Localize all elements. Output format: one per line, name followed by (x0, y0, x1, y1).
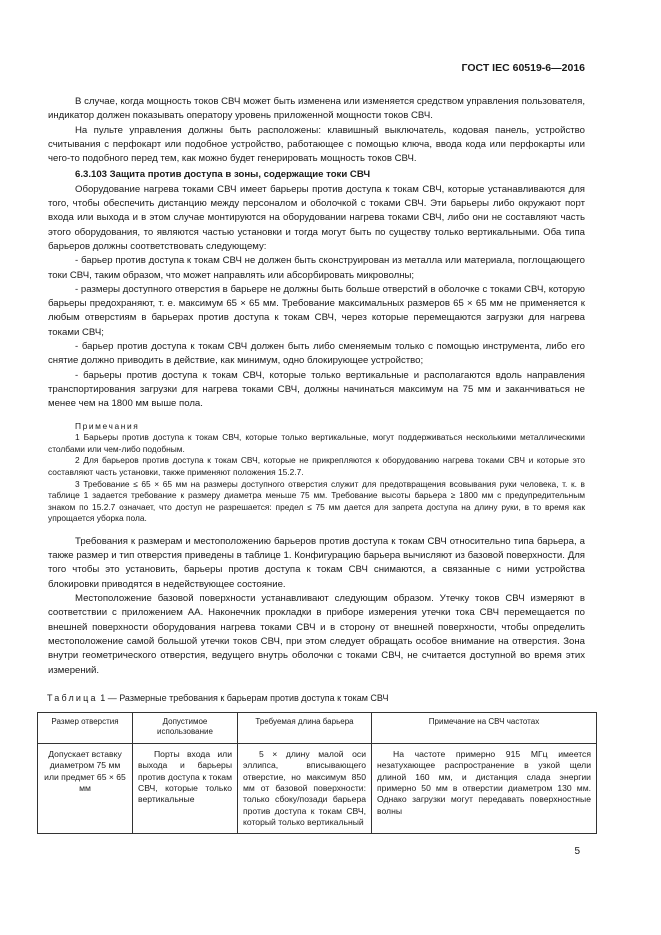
paragraph: Оборудование нагрева токами СВЧ имеет барьеры против доступа к токам СВЧ, которые устанавливаются для того, чтобы обеспечить дистанцию между персоналом и оболочкой с токами СВЧ. Эти барьеры либо окружают порт входа или выхода и в этом случае монтируются на оборудовании нагрева токами СВЧ, либо они не составляют часть этого оборудования, то являются частью установки и тогда могут быть по существу только вертикальными. Оба типа барьеров должны соответствовать следующему: (48, 183, 585, 252)
list-item: - размеры доступного отверстия в барьере не должны быть больше отверстий в оболочке с токами СВЧ, которую барьеры предохраняют, т. е. максимум 65 × 65 мм. Требование максимальных размеров 65 × 65 мм не применяется к любым отверстиям в барьерах против доступа к токам СВЧ, через которые перемещаются загрузки для нагрева токами СВЧ; (48, 283, 585, 338)
list-item: - барьер против доступа к токам СВЧ должен быть либо сменяемым только с помощью инструмента, либо его снятие должно приводить в действие, как минимум, одно блокирующее устройство; (48, 341, 585, 367)
document-header: ГОСТ IEC 60519-6—2016 (461, 62, 585, 74)
table-caption (47, 691, 585, 705)
requirements-table (37, 712, 597, 834)
table-header-cell: Примечание на СВЧ частотах (372, 713, 597, 744)
table-cell: Допускает вставку диаметром 75 мм или предмет 65 × 65 мм (38, 744, 133, 834)
section-heading: 6.3.103 Защита против доступа в зоны, содержащие токи СВЧ (75, 169, 371, 181)
table-caption-label: Таблица (47, 692, 98, 703)
table-caption-text: 1 — Размерные требования к барьерам против доступа к токам СВЧ (100, 692, 389, 703)
table-header-cell: Допустимое использование (133, 713, 238, 744)
list-item: - барьеры против доступа к токам СВЧ, которые только вертикальные и располагаются вдоль направления транспортирования загрузки для нагрева токами СВЧ, должны начинаться максимум на 75 мм и заканчиваться не менее чем на 1800 мм выше пола. (48, 369, 585, 410)
paragraph: На пульте управления должны быть расположены: клавишный выключатель, кодовая панель, устройство считывания с перфокарт или подобное устройство, работающее с помощью ключа, ввода кода или перфокарты или чего-то подобного перед тем, как можно будет генерировать мощность токов СВЧ. (48, 124, 585, 165)
notes-title: Примечания (75, 420, 140, 431)
table-cell: 5 × длину малой оси эллипса, вписывающего отверстие, но максимум 850 мм от базовой поверхности: только сбоку/позади барьера против доступа к токам СВЧ, который только вертикальный (238, 744, 372, 834)
notes-block (48, 421, 585, 525)
paragraph: Требования к размерам и местоположению барьеров против доступа к токам СВЧ относительно типа барьера, а также размер и тип отверстия приведены в таблице 1. Конфигурацию барьера вычисляют из базовой поверхности. Для того чтобы это установить, барьеры против доступа к токам СВЧ снимаются, а связанные с ними устройства блокировки приводятся в недействующее состояние. (48, 535, 585, 590)
paragraph: Местоположение базовой поверхности устанавливают следующим образом. Утечку токов СВЧ измеряют в соответствии с приложением АА. Наконечник прокладки в приборе измерения утечки тока СВЧ перемещается по внешней поверхности оборудования нагрева токами СВЧ и в сторону от внешней поверхности, чтобы определить местоположение самой большой утечки токов СВЧ, при этом следует обращать особое внимание на отверстия. Зона внутри геометрического отверстия, ведущего внутрь оболочки с токами СВЧ, не считается доступной во время этих измерений. (48, 593, 585, 676)
table-header-row (38, 713, 597, 744)
table-cell: Порты входа или выхода и барьеры против доступа к токам СВЧ, которые только вертикальные (133, 744, 238, 834)
note-item: 3 Требование ≤ 65 × 65 мм на размеры доступного отверстия служит для предотвращения всовывания руки человека, т. к. в таблице 1 задается требование к размеру диаметра меньше 75 мм. Требование высоты барьера ≥ 1800 мм с предупредительным знаком по 15.2.7 означает, что доступ не разрешается: предел ≤ 75 мм дается для запрета доступа на длину руки, в то время как упрощается уборка пола. (48, 478, 585, 524)
paragraph: В случае, когда мощность токов СВЧ может быть изменена или изменяется средством управления пользователя, индикатор должен показывать оператору уровень приложенной мощности токов СВЧ. (48, 96, 585, 122)
table-row (38, 744, 597, 834)
table-cell: На частоте примерно 915 МГц имеется незатухающее распространение в узкой щели длиной 160 мм, и дистанция слада энергии примерно 50 мм в отверстии диаметром 130 мм. Однако загрузки могут передавать поверхностные волны (372, 744, 597, 834)
page-number: 5 (574, 846, 580, 857)
list-item: - барьер против доступа к токам СВЧ не должен быть сконструирован из металла или материала, поглощающего токи СВЧ, таким образом, что может направлять или абсорбировать микроволны; (48, 255, 585, 281)
table-header-cell: Размер отверстия (38, 713, 133, 744)
note-item: 1 Барьеры против доступа к токам СВЧ, которые только вертикальные, могут поддерживаться несколькими металлическими столбами или чем-либо подобным. (48, 432, 585, 454)
table-header-cell: Требуемая длина барьера (238, 713, 372, 744)
note-item: 2 Для барьеров против доступа к токам СВЧ, которые не прикрепляются к оборудованию нагрева токами СВЧ и которые это составляют часть установки, также применяют положения 15.2.7. (48, 455, 585, 477)
document-body (44, 95, 591, 834)
